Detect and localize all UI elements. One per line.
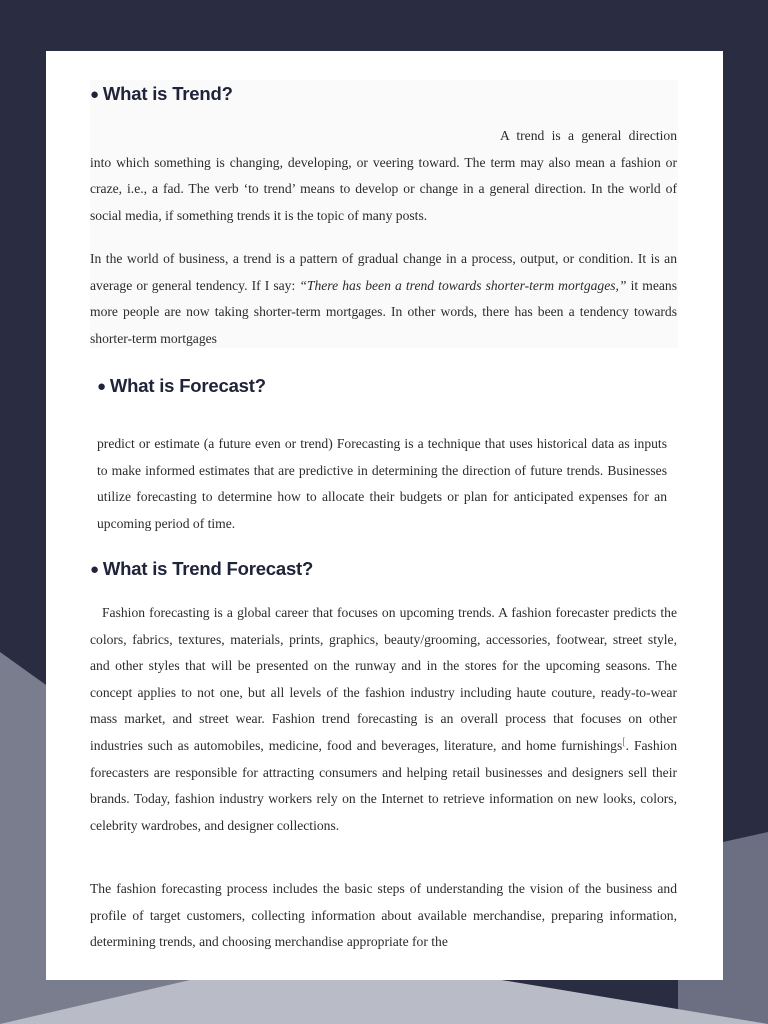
bullet-icon: ● <box>90 561 99 578</box>
section-heading-forecast: ● What is Forecast? <box>97 375 266 396</box>
bullet-icon: ● <box>97 378 106 395</box>
footnote-link[interactable]: [ <box>622 736 626 748</box>
section-heading-trend-forecast: ● What is Trend Forecast? <box>90 558 314 579</box>
paragraph-trend-business: In the world of business, a trend is a pattern of gradual change in a process, output, or condition. It is an average or general tendency. If I say: “There has been a trend towards shorter-term mortgages,” it means more people are now taking shorter-term mortgages. In other words, there has been a tendency towards shorter-term mortgages <box>90 251 677 346</box>
paragraph-forecasting-process: The fashion forecasting process includes the basic steps of understanding the vision of the business and profile of target customers, collecting information about available merchandise, preparing information, determining trends, and choosing merchandise appropriate for the <box>90 881 677 950</box>
paragraph-forecast-definition: predict or estimate (a future even or trend) Forecasting is a technique that uses historical data as inputs to make informed estimates that are predictive in determining the direction of future trends. Businesses utilize forecasting to determine how to allocate their budgets or plan for anticipated expenses for an upcoming period of time. <box>97 436 667 531</box>
paragraph-fashion-forecasting: Fashion forecasting is a global career that focuses on upcoming trends. A fashion forecaster predicts the colors, fabrics, textures, materials, prints, graphics, beauty/grooming, accessories, footwear, street style, and other styles that will be presented on the runway and in the stores for the upcoming seasons. The concept applies to not one, but all levels of the fashion industry including haute couture, ready-to-wear mass market, and street wear. Fashion trend forecasting is an overall process that focuses on other industries such as automobiles, medicine, food and beverages, literature, and home furnishings[. Fashion forecasters are responsible for attracting consumers and helping retail businesses and designers sell their brands. Today, fashion industry workers rely on the Internet to retrieve information on new looks, colors, celebrity wardrobes, and designer collections. <box>90 605 677 833</box>
document-page <box>46 51 723 980</box>
bullet-icon: ● <box>90 86 99 103</box>
paragraph-trend-definition: A trend is a general direction into which something is changing, developing, or veering toward. The term may also mean a fashion or craze, i.e., a fad. The verb ‘to trend’ means to develop or change in a general direction. In the world of social media, if something trends it is the topic of many posts. <box>90 128 677 223</box>
section-heading-trend: ● What is Trend? <box>90 83 233 104</box>
